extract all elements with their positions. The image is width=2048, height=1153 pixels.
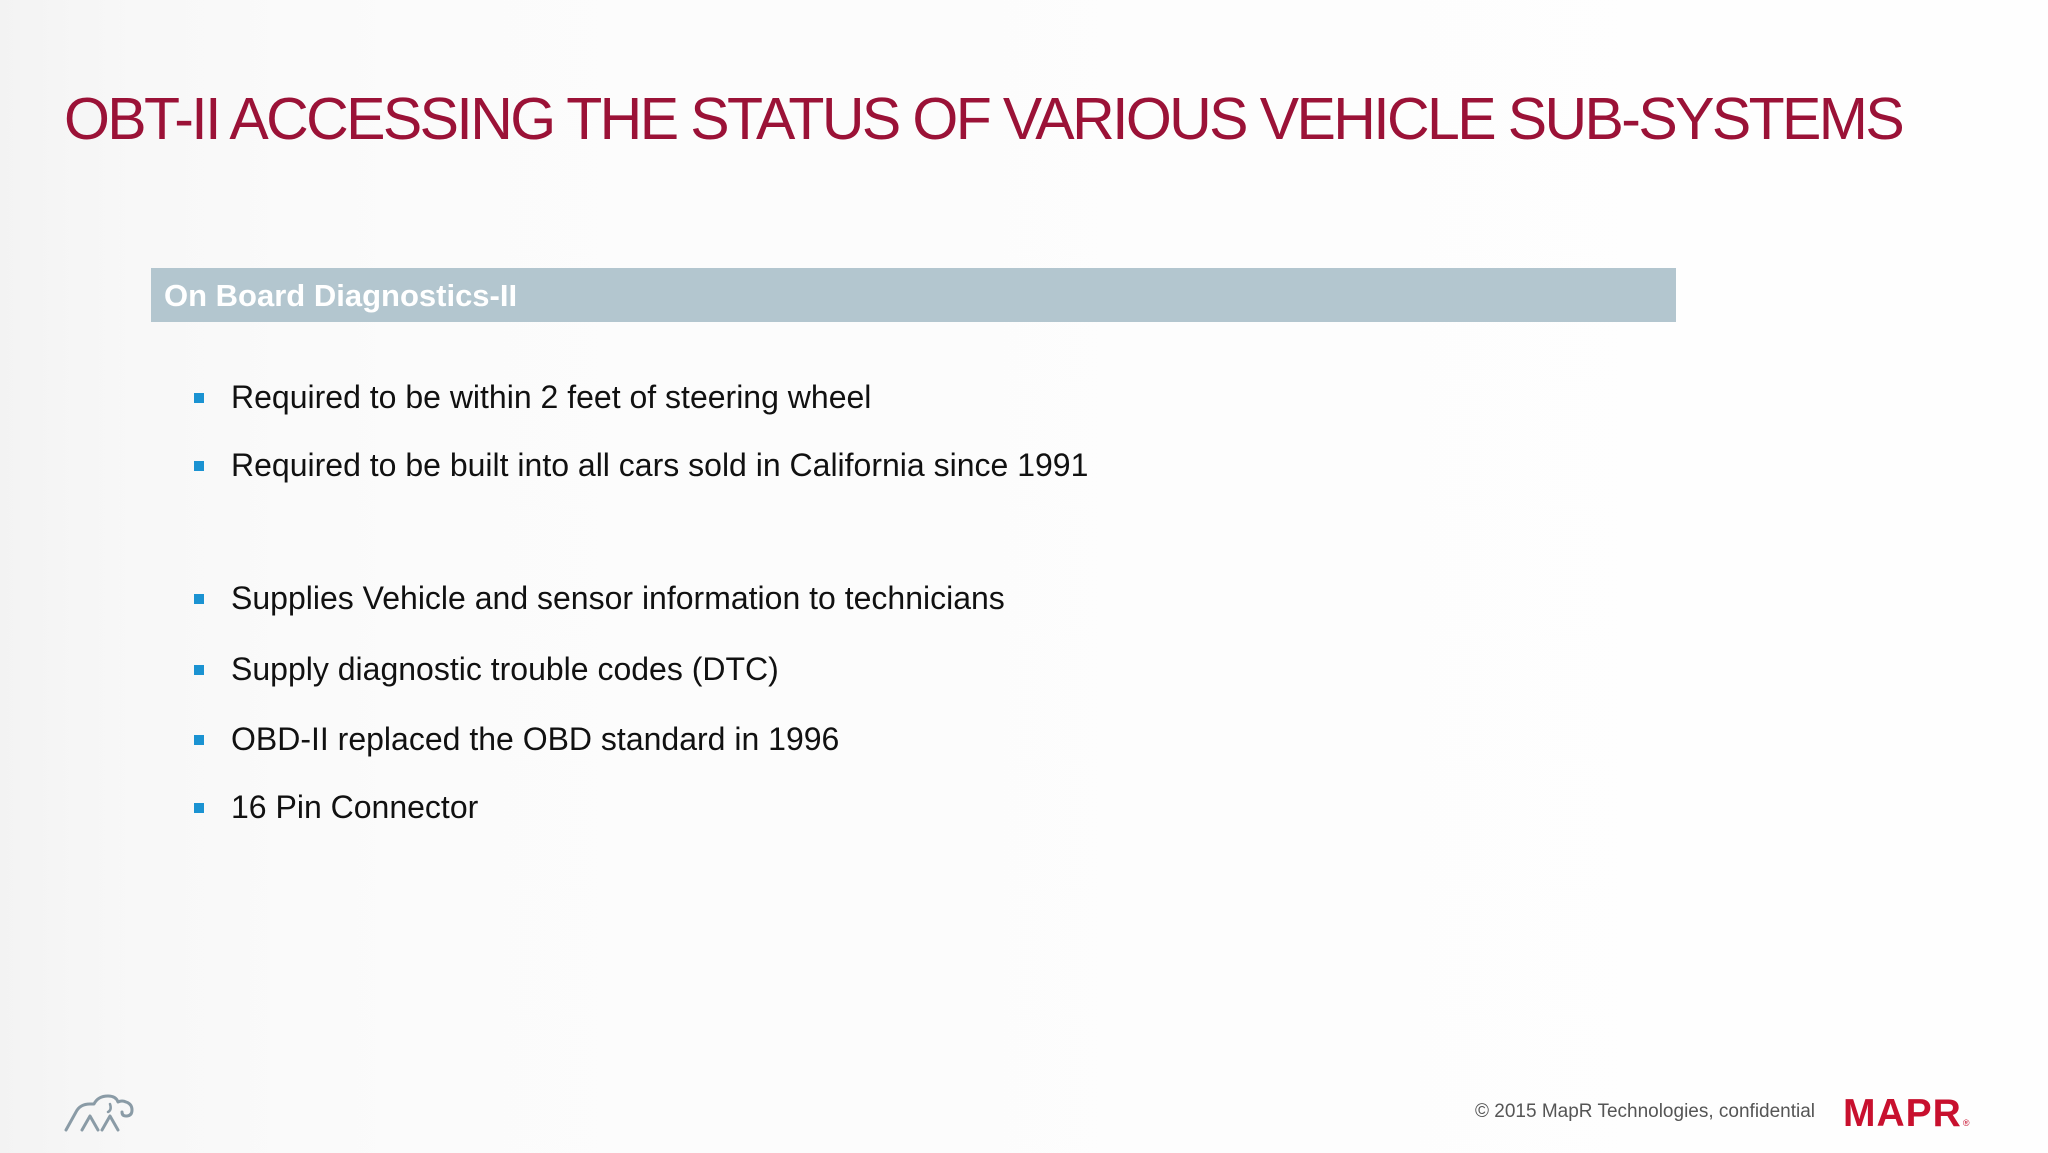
bullet-text: Required to be within 2 feet of steering wheel: [231, 379, 872, 415]
bullet-text: Supply diagnostic trouble codes (DTC): [231, 651, 779, 687]
bullet-item: [231, 366, 1131, 429]
bullet-text: Required to be built into all cars sold in California since 1991: [231, 447, 1089, 483]
mapr-logo: [1843, 1092, 1970, 1145]
bullet-text: OBD-II replaced the OBD standard in 1996: [231, 721, 840, 757]
section-header-label: On Board Diagnostics-II: [164, 278, 518, 313]
bullet-marker: [194, 594, 204, 604]
bullet-marker: [194, 735, 204, 745]
bullet-item: [231, 434, 1101, 497]
copyright-notice: © 2015 MapR Technologies, confidential: [1475, 1101, 1816, 1122]
bullet-item: [231, 638, 1131, 701]
bullet-marker: [194, 393, 204, 403]
bullet-marker: [194, 461, 204, 471]
bullet-item: [231, 567, 1131, 630]
bullet-marker: [194, 665, 204, 675]
bullet-item: [231, 776, 1131, 839]
slide-title: OBT-II ACCESSING THE STATUS OF VARIOUS VEHICLE SUB-SYSTEMS: [64, 86, 1903, 152]
bullet-text: Supplies Vehicle and sensor information to technicians: [231, 580, 1005, 616]
bullet-item: [231, 708, 1131, 771]
mapr-logo-text: MAPR: [1843, 1092, 1962, 1135]
elephant-logo-icon: [62, 1082, 142, 1132]
registered-mark: ®: [1962, 1118, 1971, 1128]
bullet-marker: [194, 803, 204, 813]
bullet-text: 16 Pin Connector: [231, 789, 479, 825]
